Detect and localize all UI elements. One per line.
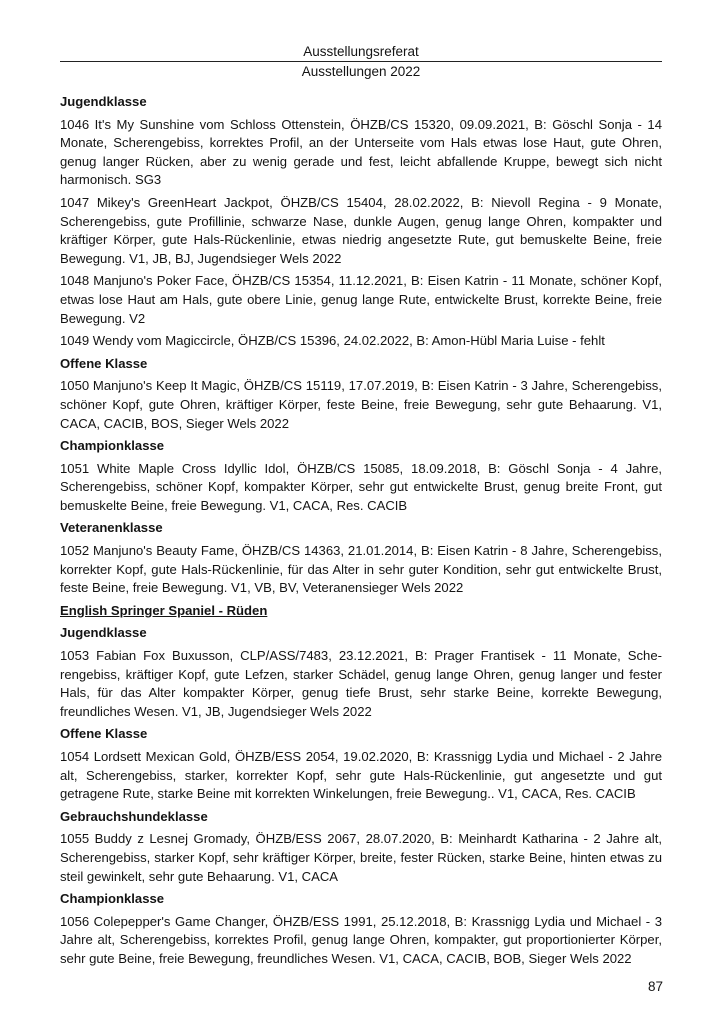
dog-entry: 1055 Buddy z Lesnej Gromady, ÖHZB/ESS 2067, 28.07.2020, B: Meinhardt Katharina - 2 Jahre alt, Scherengebiss, starker Kopf, sehr kräftiger Körper, breite, fester Rücken, starke Beine, hinten etwas zu steil gewinkelt, sehr gute Behaarung. V1, CACA xyxy=(60,831,662,884)
document-body xyxy=(60,93,662,973)
class-heading: Veteranenklasse xyxy=(60,520,163,536)
class-heading: Offene Klasse xyxy=(60,726,148,742)
dog-entry: 1049 Wendy vom Magiccircle, ÖHZB/CS 15396, 24.02.2022, B: Amon-Hübl Maria Luise - fehlt xyxy=(60,333,605,349)
header-title: Ausstellungen 2022 xyxy=(301,64,421,79)
dog-entry: 1047 Mikey's GreenHeart Jackpot, ÖHZB/CS 15404, 28.02.2022, B: Nievoll Regina - 9 Monate, Scherengebiss, gute Profillinie, schwarze Nase, dunkle Augen, genug lange Ohren, kompakter und kräftiger Körper, gute Hals-Rückenlinie, etwas niedrig angesetzte Rute, gut bemuskelte Beine, freie Bewegung. V1, JB, BJ, Jugendsieger Wels 2022 xyxy=(60,194,662,266)
class-heading: Jugendklasse xyxy=(60,94,147,109)
dog-entry: 1052 Manjuno's Beauty Fame, ÖHZB/CS 14363, 21.01.2014, B: Eisen Katrin - 8 Jahre, Scherengebiss, korrekter Kopf, gute Hals-Rückenlinie, für das Alter in sehr guter Kondition, sehr gut entwickelte Brust, feste Beine, freie Bewegung. V1, VB, BV, Veteranensieger Wels 2022 xyxy=(60,543,662,596)
page-number: 87 xyxy=(648,979,664,994)
class-heading: Jugendklasse xyxy=(60,625,147,641)
class-heading: Offene Klasse xyxy=(60,355,148,371)
dog-entry: 1046 It's My Sunshine vom Schloss Ottenstein, ÖHZB/CS 15320, 09.09.2021, B: Göschl Sonja - 14 Monate, Scherengebiss, korrektes Profil, an der Unterseite vom Hals etwas lose Haut, gute Ohren, genug langer Rücken, aber zu wenig gerade und fest, leicht abfallende Kruppe, bewegt sich nicht harmonisch. SG3 xyxy=(60,116,662,188)
dog-entry: 1048 Manjuno's Poker Face, ÖHZB/CS 15354, 11.12.2021, B: Eisen Katrin - 11 Monate, schöner Kopf, etwas lose Haut am Hals, gute obere Linie, genug lange Rute, entwickelte Brust, korrekte Beine, freie Bewegung. V2 xyxy=(60,273,662,326)
class-heading: Gebrauchshundeklasse xyxy=(60,808,208,824)
class-heading: Championklasse xyxy=(60,891,165,907)
dog-entry: 1050 Manjuno's Keep It Magic, ÖHZB/CS 15119, 17.07.2019, B: Eisen Katrin - 3 Jahre, Scherengebiss, schöner Kopf, gute Ohren, kräftiger Körper, feste Beine, freie Bewegung, sehr gute Behaarung. V1, CACA, CACIB, BOS, Sieger Wels 2022 xyxy=(60,378,662,431)
dog-entry: 1053 Fabian Fox Buxusson, CLP/ASS/7483, 23.12.2021, B: Prager Frantisek - 11 Monate, Scherengebiss, kräftiger Kopf, gute Lefzen, starker Schädel, genug lange Ohren, genug langer und fester Hals, für das Alter kompakter Körper, genug tiefe Brust, sehr starke Beine, korrekte Bewegung, freundliches Wesen. V1, JB, Jugendsieger Wels 2022 xyxy=(60,648,662,719)
class-heading: Championklasse xyxy=(60,438,165,454)
breed-heading: English Springer Spaniel - Rüden xyxy=(60,602,268,618)
page-header xyxy=(60,44,662,80)
dog-entry: 1054 Lordsett Mexican Gold, ÖHZB/ESS 2054, 19.02.2020, B: Krassnigg Lydia und Michael - 2 Jahre alt, Scherengebiss, starker, korrekter Kopf, sehr gute Hals-Rückenlinie, gut angesetzte und gut getragene Rute, starke Beine mit korrekten Winkelungen, freie Bewegung.. V1, CACA, Res. CACIB xyxy=(60,749,662,802)
dog-entry: 1051 White Maple Cross Idyllic Idol, ÖHZB/CS 15085, 18.09.2018, B: Göschl Sonja - 4 Jahre, Scherengebiss, schöner Kopf, kompakter Körper, sehr gut entwickelte Brust, genug breite Front, gut bemuskelte Beine, freie Bewegung. V1, CACA, Res. CACIB xyxy=(60,460,662,513)
dog-entry: 1056 Colepepper's Game Changer, ÖHZB/ESS 1991, 25.12.2018, B: Krassnigg Lydia und Michael - 3 Jahre alt, Scherengebiss, korrektes Profil, genug lange Ohren, kompakter, gut proportionierter Körper, sehr gute Beine, freie Bewegung, freundliches Wesen. V1, CACA, CACIB, BOB, Sieger Wels 2022 xyxy=(60,913,662,966)
header-department: Ausstellungsreferat xyxy=(60,44,662,62)
